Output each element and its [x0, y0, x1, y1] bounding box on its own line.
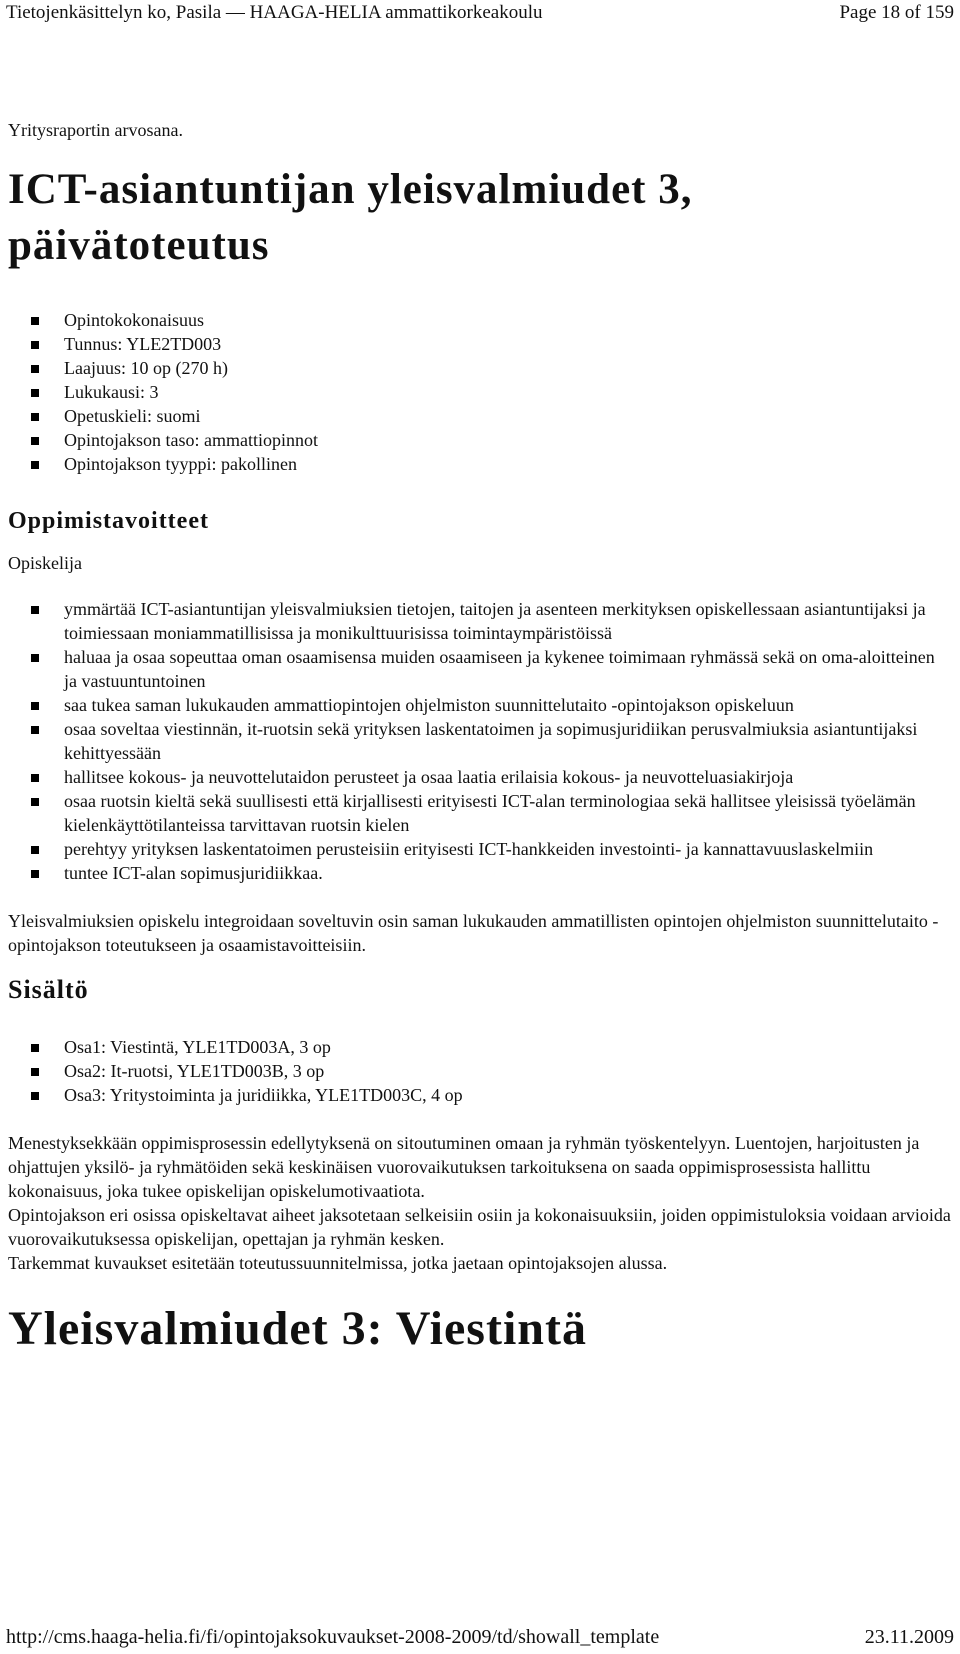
- list-item: Lukukausi: 3: [64, 380, 952, 404]
- footer-date: 23.11.2009: [864, 1626, 954, 1648]
- list-item: osaa soveltaa viestinnän, it-ruotsin sekä yrityksen laskentatoimen ja sopimusjuridiikan perusvalmiuksia asiantuntijaksi kehittyessään: [64, 717, 952, 765]
- list-item: Osa1: Viestintä, YLE1TD003A, 3 op: [64, 1035, 952, 1059]
- outcomes-lead: Opiskelija: [8, 553, 82, 573]
- list-item: tuntee ICT-alan sopimusjuridiikkaa.: [64, 861, 952, 885]
- section-heading: Yleisvalmiudet 3: Viestintä: [8, 1302, 587, 1355]
- list-item: Tunnus: YLE2TD003: [64, 332, 952, 356]
- list-item: saa tukea saman lukukauden ammattiopintojen ohjelmiston suunnittelutaito -opintojakson opiskeluun: [64, 693, 952, 717]
- outcomes-note: Yleisvalmiuksien opiskelu integroidaan soveltuvin osin saman lukukauden ammatillisten opintojen ohjelmiston suunnittelutaito -opintojakson toteutukseen ja osaamistavoitteisiin.: [8, 911, 939, 955]
- list-item: Osa2: It-ruotsi, YLE1TD003B, 3 op: [64, 1059, 952, 1083]
- list-item: osaa ruotsin kieltä sekä suullisesti että kirjallisesti erityisesti ICT-alan terminologiaa sekä hallitsee yleisissä työelämän kielenkäyttötilanteissa tarvittavan ruotsin kielen: [64, 789, 952, 837]
- list-item: Opintojakson tyyppi: pakollinen: [64, 452, 952, 476]
- list-item: hallitsee kokous- ja neuvottelutaidon perusteet ja osaa laatia erilaisia kokous- ja neuvotteluasiakirjoja: [64, 765, 952, 789]
- list-item: Opetuskieli: suomi: [64, 404, 952, 428]
- content-paragraph: Menestyksekkään oppimisprosessin edellytyksenä on sitoutuminen omaan ja ryhmän työskentelyyn. Luentojen, harjoitusten ja ohjattujen yksilö- ja ryhmätöiden sekä keskinäisen vuorovaikutuksen tarkoituksena on saada oppimisprosessista hallittu kokonaisuus, joka tukee opiskelijan opiskelumotivaatiota.: [8, 1133, 920, 1201]
- outcomes-heading: Oppimistavoitteet: [8, 508, 209, 534]
- document-title: Tietojenkäsittelyn ko, Pasila — HAAGA-HELIA ammattikorkeakoulu: [6, 2, 543, 23]
- list-item: Opintokokonaisuus: [64, 308, 952, 332]
- list-item: Osa3: Yritystoiminta ja juridiikka, YLE1TD003C, 4 op: [64, 1083, 952, 1107]
- content-paragraph: Tarkemmat kuvaukset esitetään toteutussuunnitelmissa, jotka jaetaan opintojaksojen alussa.: [8, 1253, 668, 1273]
- course-info-list: [8, 308, 952, 476]
- content-list: [8, 1035, 952, 1107]
- list-item: Opintojakson taso: ammattiopinnot: [64, 428, 952, 452]
- outcomes-list: [8, 597, 952, 885]
- list-item: ymmärtää ICT-asiantuntijan yleisvalmiuksien tietojen, taitojen ja asenteen merkityksen opiskellessaan asiantuntijaksi ja toimiessaan moniammatillisissa ja monikulttuurisissa toimintaympäristöissä: [64, 597, 952, 645]
- list-item: Laajuus: 10 op (270 h): [64, 356, 952, 380]
- page-header: [6, 0, 954, 30]
- list-item: haluaa ja osaa sopeuttaa oman osaamisensa muiden osaamiseen ja kykenee toimimaan ryhmässä sekä on oma-aloitteinen ja vastuuntuntoinen: [64, 645, 952, 693]
- intro-text: Yritysraportin arvosana.: [8, 120, 183, 140]
- footer-url: http://cms.haaga-helia.fi/fi/opintojaksokuvaukset-2008-2009/td/showall_template: [6, 1626, 660, 1648]
- content-paragraph: Opintojakson eri osissa opiskeltavat aiheet jaksotetaan selkeisiin osiin ja kokonaisuuksiin, joiden oppimistuloksia voidaan arvioida vuorovaikutuksessa opiskelijan, opettajan ja ryhmän kesken.: [8, 1205, 951, 1249]
- list-item: perehtyy yrityksen laskentatoimen perusteisiin erityisesti ICT-hankkeiden investointi- ja kannattavuuslaskelmiin: [64, 837, 952, 861]
- main-content: [8, 118, 952, 1356]
- page-number: Page 18 of 159: [839, 2, 954, 23]
- course-title: ICT-asiantuntijan yleisvalmiudet 3, päivätoteutus: [8, 166, 693, 269]
- content-heading: Sisältö: [8, 975, 89, 1004]
